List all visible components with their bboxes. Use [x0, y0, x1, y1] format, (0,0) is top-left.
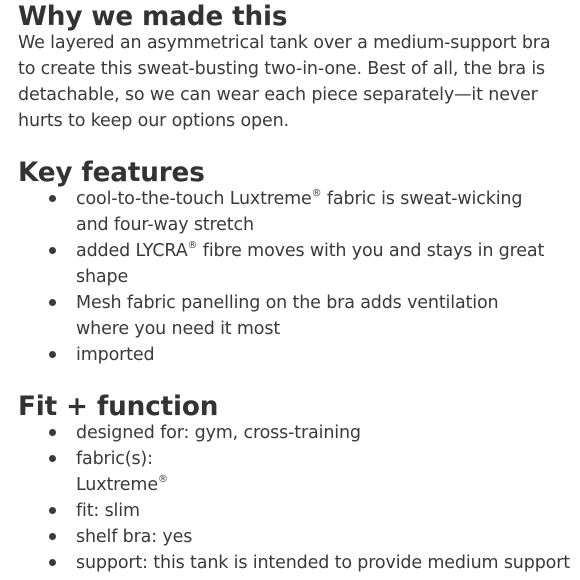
bullet-icon: [49, 559, 56, 566]
list-item: [76, 186, 556, 238]
why-heading: Why we made this: [18, 2, 288, 32]
features-list: [18, 186, 556, 368]
bullet-icon: [49, 247, 56, 254]
bullet-icon: [49, 351, 56, 358]
list-item: [76, 342, 556, 368]
section-gap: [18, 368, 574, 394]
list-item: [76, 524, 576, 550]
bullet-icon: [49, 299, 56, 306]
fit-list: [18, 420, 576, 576]
fit-heading: Fit + function: [18, 392, 219, 422]
features-heading: Key features: [18, 158, 205, 188]
list-item: [76, 446, 576, 498]
list-item: [76, 420, 576, 446]
why-paragraph: We layered an asymmetrical tank over a medium-support bra to create this sweat-busting two-in-one. Best of all, the bra is detachable, so we can wear each piece separately—it never hurts to keep our options open.: [18, 33, 551, 131]
fit-text: shelf bra: yes: [76, 527, 193, 547]
bullet-icon: [49, 195, 56, 202]
section-gap: [18, 134, 574, 160]
feature-text: cool-to-the-touch Luxtreme® fabric is sweat-wicking and four-way stretch: [76, 188, 523, 235]
bullet-icon: [49, 429, 56, 436]
fit-text: support: this tank is intended to provide medium support: [76, 553, 570, 573]
list-item: [76, 290, 556, 342]
bullet-icon: [49, 507, 56, 514]
feature-text: imported: [76, 345, 155, 365]
fabric-value: Luxtreme®: [76, 474, 168, 495]
feature-text: added LYCRA® fibre moves with you and stays in great shape: [76, 240, 545, 287]
fit-text: fit: slim: [76, 501, 140, 521]
fit-text: fabric(s):: [76, 449, 153, 469]
list-item: [76, 498, 576, 524]
bullet-icon: [49, 533, 56, 540]
fit-text: designed for: gym, cross-training: [76, 423, 361, 443]
feature-text: Mesh fabric panelling on the bra adds ventilation where you need it most: [76, 293, 499, 339]
list-item: [76, 238, 556, 290]
bullet-icon: [49, 455, 56, 462]
list-item: [76, 550, 576, 576]
